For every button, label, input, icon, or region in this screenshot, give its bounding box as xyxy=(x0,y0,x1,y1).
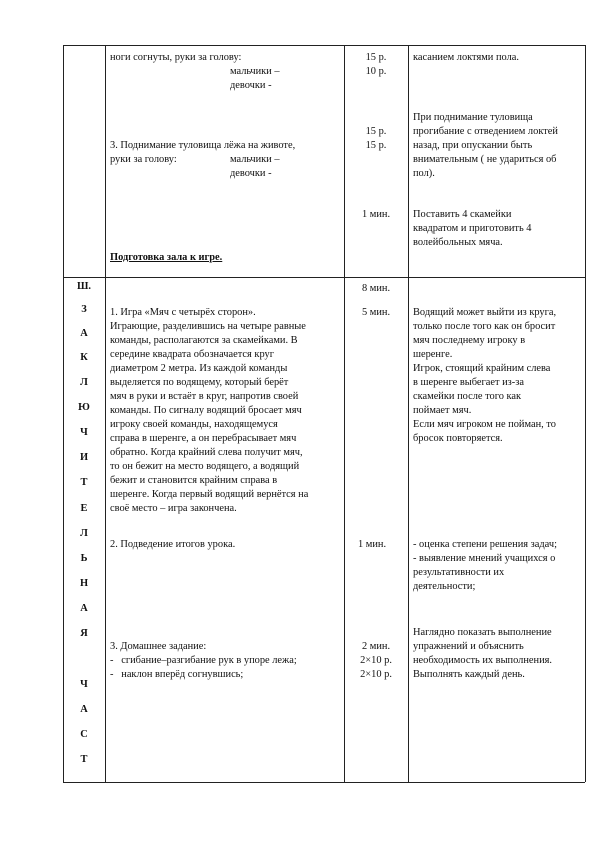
section-letter: Т xyxy=(80,477,88,488)
dose-value: 2×10 р. xyxy=(360,655,392,666)
method-note: деятельности; xyxy=(413,581,476,592)
table-col-divider xyxy=(105,45,106,782)
prep-heading: Подготовка зала к игре. xyxy=(110,252,223,263)
game-text-line: шеренге. Когда первый водящий вернётся на xyxy=(110,489,309,500)
method-note: назад, при опускании быть xyxy=(413,140,533,151)
dose-value: 10 р. xyxy=(365,66,387,77)
method-note: Поставить 4 скамейки xyxy=(413,209,512,220)
boys-label: мальчики – xyxy=(230,154,280,165)
method-note: квадратом и приготовить 4 xyxy=(413,223,532,234)
game-text-line: то он бежит на место водящего, а водящий xyxy=(110,461,300,472)
table-right-border xyxy=(585,45,586,782)
game-text-line: выделяется по водящему, который берёт xyxy=(110,377,289,388)
dose-value: 15 р. xyxy=(365,126,387,137)
method-note: только после того как он бросит xyxy=(413,321,556,332)
method-note: пол). xyxy=(413,168,435,179)
game-text-line: бежит и становится крайним справа в xyxy=(110,475,278,486)
method-note: внимательным ( не удариться об xyxy=(413,154,557,165)
method-note: Если мяч игроком не пойман, то xyxy=(413,419,556,430)
method-note: волейбольных мяча. xyxy=(413,237,503,248)
summary-title: 2. Подведение итогов урока. xyxy=(110,539,236,550)
method-note: мяч последнему игроку в xyxy=(413,335,526,346)
time-value: 5 мин. xyxy=(361,307,391,318)
exercise-title: 3. Поднимание туловища лёжа на животе, xyxy=(110,140,296,151)
homework-title: 3. Домашнее задание: xyxy=(110,641,207,652)
section-letter: Е xyxy=(80,503,88,514)
method-note: поймает мяч. xyxy=(413,405,472,416)
game-text-line: обратно. Когда крайний слева получит мяч, xyxy=(110,447,303,458)
method-note: Игрок, стоящий крайним слева xyxy=(413,363,551,374)
section-letter: И xyxy=(79,452,89,463)
exercise-line: руки за голову: xyxy=(110,154,177,165)
section-letter: Л xyxy=(80,528,88,539)
table-bottom-border xyxy=(63,782,585,783)
game-text-line: диаметром 2 метра. Из каждой команды xyxy=(110,363,288,374)
section-letter: А xyxy=(80,603,88,614)
section-letter: Я xyxy=(80,628,88,639)
game-title: 1. Игра «Мяч с четырёх сторон». xyxy=(110,307,256,318)
table-row-divider xyxy=(63,277,585,278)
total-time: 8 мин. xyxy=(361,283,391,294)
section-letter: Л xyxy=(80,377,88,388)
section-numeral: Ш. xyxy=(76,281,91,292)
game-text-line: справа в шеренге, а он перебрасывает мяч xyxy=(110,433,297,444)
method-note: в шеренге выбегает из-за xyxy=(413,377,524,388)
dose-value: 15 р. xyxy=(365,52,387,63)
method-note: При поднимание туловища xyxy=(413,112,533,123)
time-value: 1 мин. xyxy=(357,539,387,550)
time-value: 1 мин. xyxy=(361,209,391,220)
girls-label: девочки - xyxy=(230,168,272,179)
method-note: - выявление мнений учащихся о xyxy=(413,553,556,564)
section-letter: Т xyxy=(80,754,88,765)
method-note: Наглядно показать выполнение xyxy=(413,627,552,638)
section-letter: Ю xyxy=(78,402,90,413)
game-text-line: мяч в руки и встаёт в круг, напротив своей xyxy=(110,391,299,402)
boys-label: мальчики – xyxy=(230,66,280,77)
method-note: прогибание с отведением локтей xyxy=(413,126,558,137)
method-note: Выполнять каждый день. xyxy=(413,669,525,680)
table-col-divider xyxy=(408,45,409,782)
table-top-border xyxy=(63,45,585,46)
homework-item: - сгибание–разгибание рук в упоре лежа; xyxy=(110,655,297,666)
girls-label: девочки - xyxy=(230,80,272,91)
game-text-line: Играющие, разделившись на четыре равные xyxy=(110,321,306,332)
dose-value: 2×10 р. xyxy=(360,669,392,680)
method-note: необходимость их выполнения. xyxy=(413,655,553,666)
section-letter: А xyxy=(80,704,88,715)
method-note: результативности их xyxy=(413,567,505,578)
method-note: шеренге. xyxy=(413,349,453,360)
section-letter: Ь xyxy=(80,553,88,564)
section-letter: Ч xyxy=(80,679,88,690)
section-letter: К xyxy=(80,352,88,363)
method-note: - оценка степени решения задач; xyxy=(413,539,557,550)
game-text-line: середине квадрата обозначается круг xyxy=(110,349,274,360)
game-text-line: игроку своей команды, находящемуся xyxy=(110,419,278,430)
section-letter: Н xyxy=(79,578,89,589)
method-note: упражнений и объяснить xyxy=(413,641,524,652)
game-text-line: команды. По сигналу водящий бросает мяч xyxy=(110,405,302,416)
game-text-line: команды, располагаются за скамейками. В xyxy=(110,335,298,346)
section-letter: Ч xyxy=(80,427,88,438)
method-note: бросок повторяется. xyxy=(413,433,503,444)
section-letter: А xyxy=(80,328,88,339)
game-text-line: своё место – игра закончена. xyxy=(110,503,237,514)
section-vertical-title xyxy=(63,277,105,782)
section-letter: З xyxy=(81,304,87,315)
method-note: касанием локтями пола. xyxy=(413,52,519,63)
exercise-line: ноги согнуты, руки за голову: xyxy=(110,52,242,63)
dose-value: 15 р. xyxy=(365,140,387,151)
time-value: 2 мин. xyxy=(361,641,391,652)
method-note: Водящий может выйти из круга, xyxy=(413,307,557,318)
section-letter: С xyxy=(80,729,88,740)
homework-item: - наклон вперёд согнувшись; xyxy=(110,669,244,680)
method-note: скамейки после того как xyxy=(413,391,522,402)
